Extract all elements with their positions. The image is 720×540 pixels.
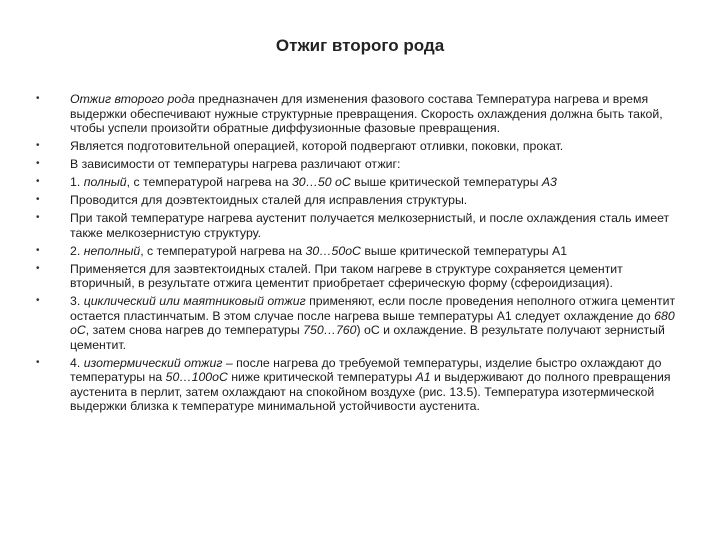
italic-text: неполный [83,243,141,258]
bullet-text: Проводится для доэвтектоидных сталей для исправления структуры. [70,193,468,207]
bullet-text: 2. [70,243,84,258]
italic-text: 680 оС [70,308,675,337]
bullet-text: – после нагрева до требуемой температуры, изделие быстро охлаждают до температуры на [70,355,662,384]
bullet-item [36,294,676,352]
italic-text: А1 [415,370,431,384]
italic-text: 30…50оС [305,243,361,258]
bullet-text: В зависимости от температуры нагрева различают отжиг: [70,157,401,171]
bullet-text: 4. [70,355,84,370]
slide-title: Отжиг второго рода [275,36,445,55]
italic-text: Отжиг второго рода [70,92,195,106]
bullet-item [36,139,676,154]
italic-text: полный [83,175,127,189]
bullet-marker: • [36,212,40,223]
bullet-text: предназначен для изменения фазового состава Температура нагрева и время выдержки обеспечивают нужные структурные превращения. Скорость охлаждения должна быть такой, чтобы успели произойти обратные диффузионные фазовые превращения. [70,92,663,135]
bullet-marker: • [36,140,40,151]
bullet-marker: • [36,295,40,306]
italic-text: А3 [541,175,557,189]
bullet-item [36,157,676,172]
italic-text: циклический или маятниковый отжиг [83,294,306,308]
bullet-text: , затем снова нагрев до температуры [85,323,304,337]
bullet-item [36,193,676,208]
bullet-item [36,262,676,291]
bullet-marker: • [36,244,40,256]
bullet-text: При такой температуре нагрева аустенит получается мелкозернистый, и после охлаждения сталь имеет также мелкозернистую структуру. [70,211,670,240]
bullet-text: ниже критической температуры [227,370,416,384]
bullet-text: выше критической температуры [350,175,542,189]
bullet-item [36,244,676,259]
italic-text: 750…760 [303,323,357,337]
bullet-text: 3. [70,294,84,308]
bullet-text: ) оС и охлаждение. В результате получают зернистый цементит. [70,323,665,352]
italic-text: 30…50 оС [291,175,351,189]
bullet-text: 1. [70,175,84,189]
bullet-text: Применяется для заэвтектоидных сталей. При таком нагреве в структуре сохраняется цементит вторичный, в результате отжига цементит приобретает сферическую форму (сфероидизация). [70,261,623,290]
italic-text: изотермический отжиг [83,355,223,370]
bullet-text: , с температурой нагрева на [126,175,292,189]
bullet-item [36,211,676,240]
bullet-marker: • [36,93,40,104]
bullet-marker: • [36,194,40,205]
bullet-text: выше критической температуры А1 [360,243,568,258]
bullet-marker: • [36,158,40,169]
bullet-marker: • [36,356,40,368]
bullet-item [36,175,676,190]
bullet-text: и выдерживают до полного превращения аустенита в перлит, затем охлаждают на спокойном воздухе (рис. 13.5). Температура изотермической выдержки близка к температуре минимальной устойчивости аустенита. [70,370,671,413]
bullet-item [36,92,676,136]
bullet-list [36,92,676,417]
bullet-text: применяют, если после проведения неполного отжига цементит остается пластинчатым. В этом случае после нагрева выше температуры А1 следует охлаждение до [70,294,676,323]
bullet-item [36,356,676,414]
italic-text: 50…100оС [165,370,228,384]
bullet-text: Является подготовительной операцией, которой подвергают отливки, поковки, прокат. [70,139,564,153]
bullet-marker: • [36,262,40,274]
bullet-marker: • [36,176,40,187]
bullet-text: , с температурой нагрева на [140,243,306,258]
